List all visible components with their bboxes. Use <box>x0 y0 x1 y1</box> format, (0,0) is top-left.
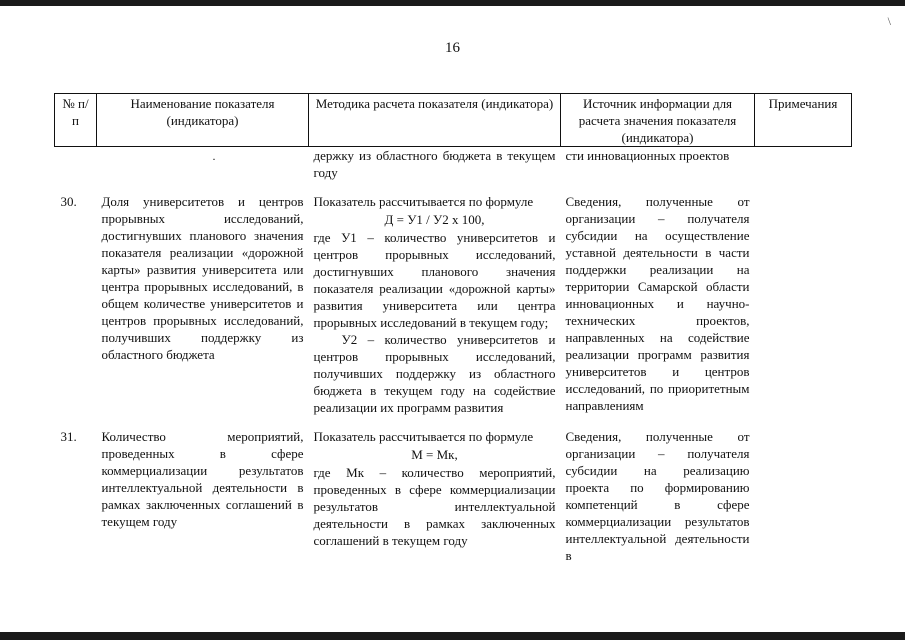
method-formula: М = Мк, <box>411 447 458 462</box>
continuation-num <box>55 147 97 182</box>
header-num: № п/п <box>55 94 97 147</box>
continuation-name <box>97 147 309 182</box>
indicator-name: Количество мероприятий, проведенных в сфере коммерциализации результатов интеллектуальной деятельности в рамках заключенных соглашений в текущем году <box>101 429 304 529</box>
table-row <box>55 193 852 416</box>
method-definition-1: где Мк – количество мероприятий, проведенных в сфере коммерциализации результатов интеллектуальной деятельности в рамках заключенных соглашений в текущем году <box>313 465 556 548</box>
calculation-method <box>309 428 561 564</box>
notes <box>755 193 852 416</box>
header-method: Методика расчета показателя (индикатора) <box>309 94 561 147</box>
table-row <box>55 428 852 564</box>
continuation-notes <box>755 147 852 182</box>
row-number: 31. <box>60 429 77 444</box>
indicator-name: Доля университетов и центров прорывных исследований, достигнувших планового значения показателя реализации «дорожной карты» развития университета или центра прорывных исследований, в общем количестве университетов и центров прорывных исследований, получивших поддержку из областного бюджета <box>101 194 304 362</box>
row-gap <box>55 181 852 193</box>
row-gap <box>55 416 852 428</box>
notes <box>755 428 852 564</box>
stray-dot: · <box>212 152 216 166</box>
method-intro: Показатель рассчитывается по формуле <box>313 429 534 444</box>
header-source: Источник информации для расчета значения показателя (индикатора) <box>561 94 755 147</box>
corner-mark: \ <box>887 14 891 28</box>
header-notes: Примечания <box>755 94 852 147</box>
header-name: Наименование показателя (индикатора) <box>97 94 309 147</box>
method-formula: Д = У1 / У2 х 100, <box>384 212 485 227</box>
scan-bottom-edge <box>0 632 905 640</box>
page-number: 16 <box>445 40 460 56</box>
indicators-table <box>54 93 852 564</box>
row-number: 30. <box>60 194 77 209</box>
continuation-source: сти инновационных проектов <box>565 148 730 163</box>
method-definition-2: У2 – количество университетов и центров прорывных исследований, получивших поддержку из областного бюджета в текущем году на содействие реализации их программ развития <box>313 332 556 415</box>
continuation-row <box>55 147 852 182</box>
method-intro: Показатель рассчитывается по формуле <box>313 194 534 209</box>
continuation-method: держку из областного бюджета в текущем году <box>313 148 556 180</box>
calculation-method <box>309 193 561 416</box>
scan-top-edge <box>0 0 905 6</box>
table-header-row <box>55 94 852 147</box>
information-source: Сведения, полученные от организации – получателя субсидии на реализацию проекта по формированию компетенций в сфере коммерциализации результатов интеллектуальной деятельности в <box>565 429 750 563</box>
information-source: Сведения, полученные от организации – получателя субсидии на осуществление уставной деятельности в части поддержки реализации на территории Самарской области инновационных и научно-технических проектов, направленных на содействие реализации программ развития университетов и центров исследований, по приоритетным направлениям <box>565 194 750 413</box>
method-definition-1: где У1 – количество университетов и центров прорывных исследований, достигнувших планового значения показателя реализации «дорожной карты» развития университета или центра прорывных исследований в текущем году; <box>313 230 556 330</box>
